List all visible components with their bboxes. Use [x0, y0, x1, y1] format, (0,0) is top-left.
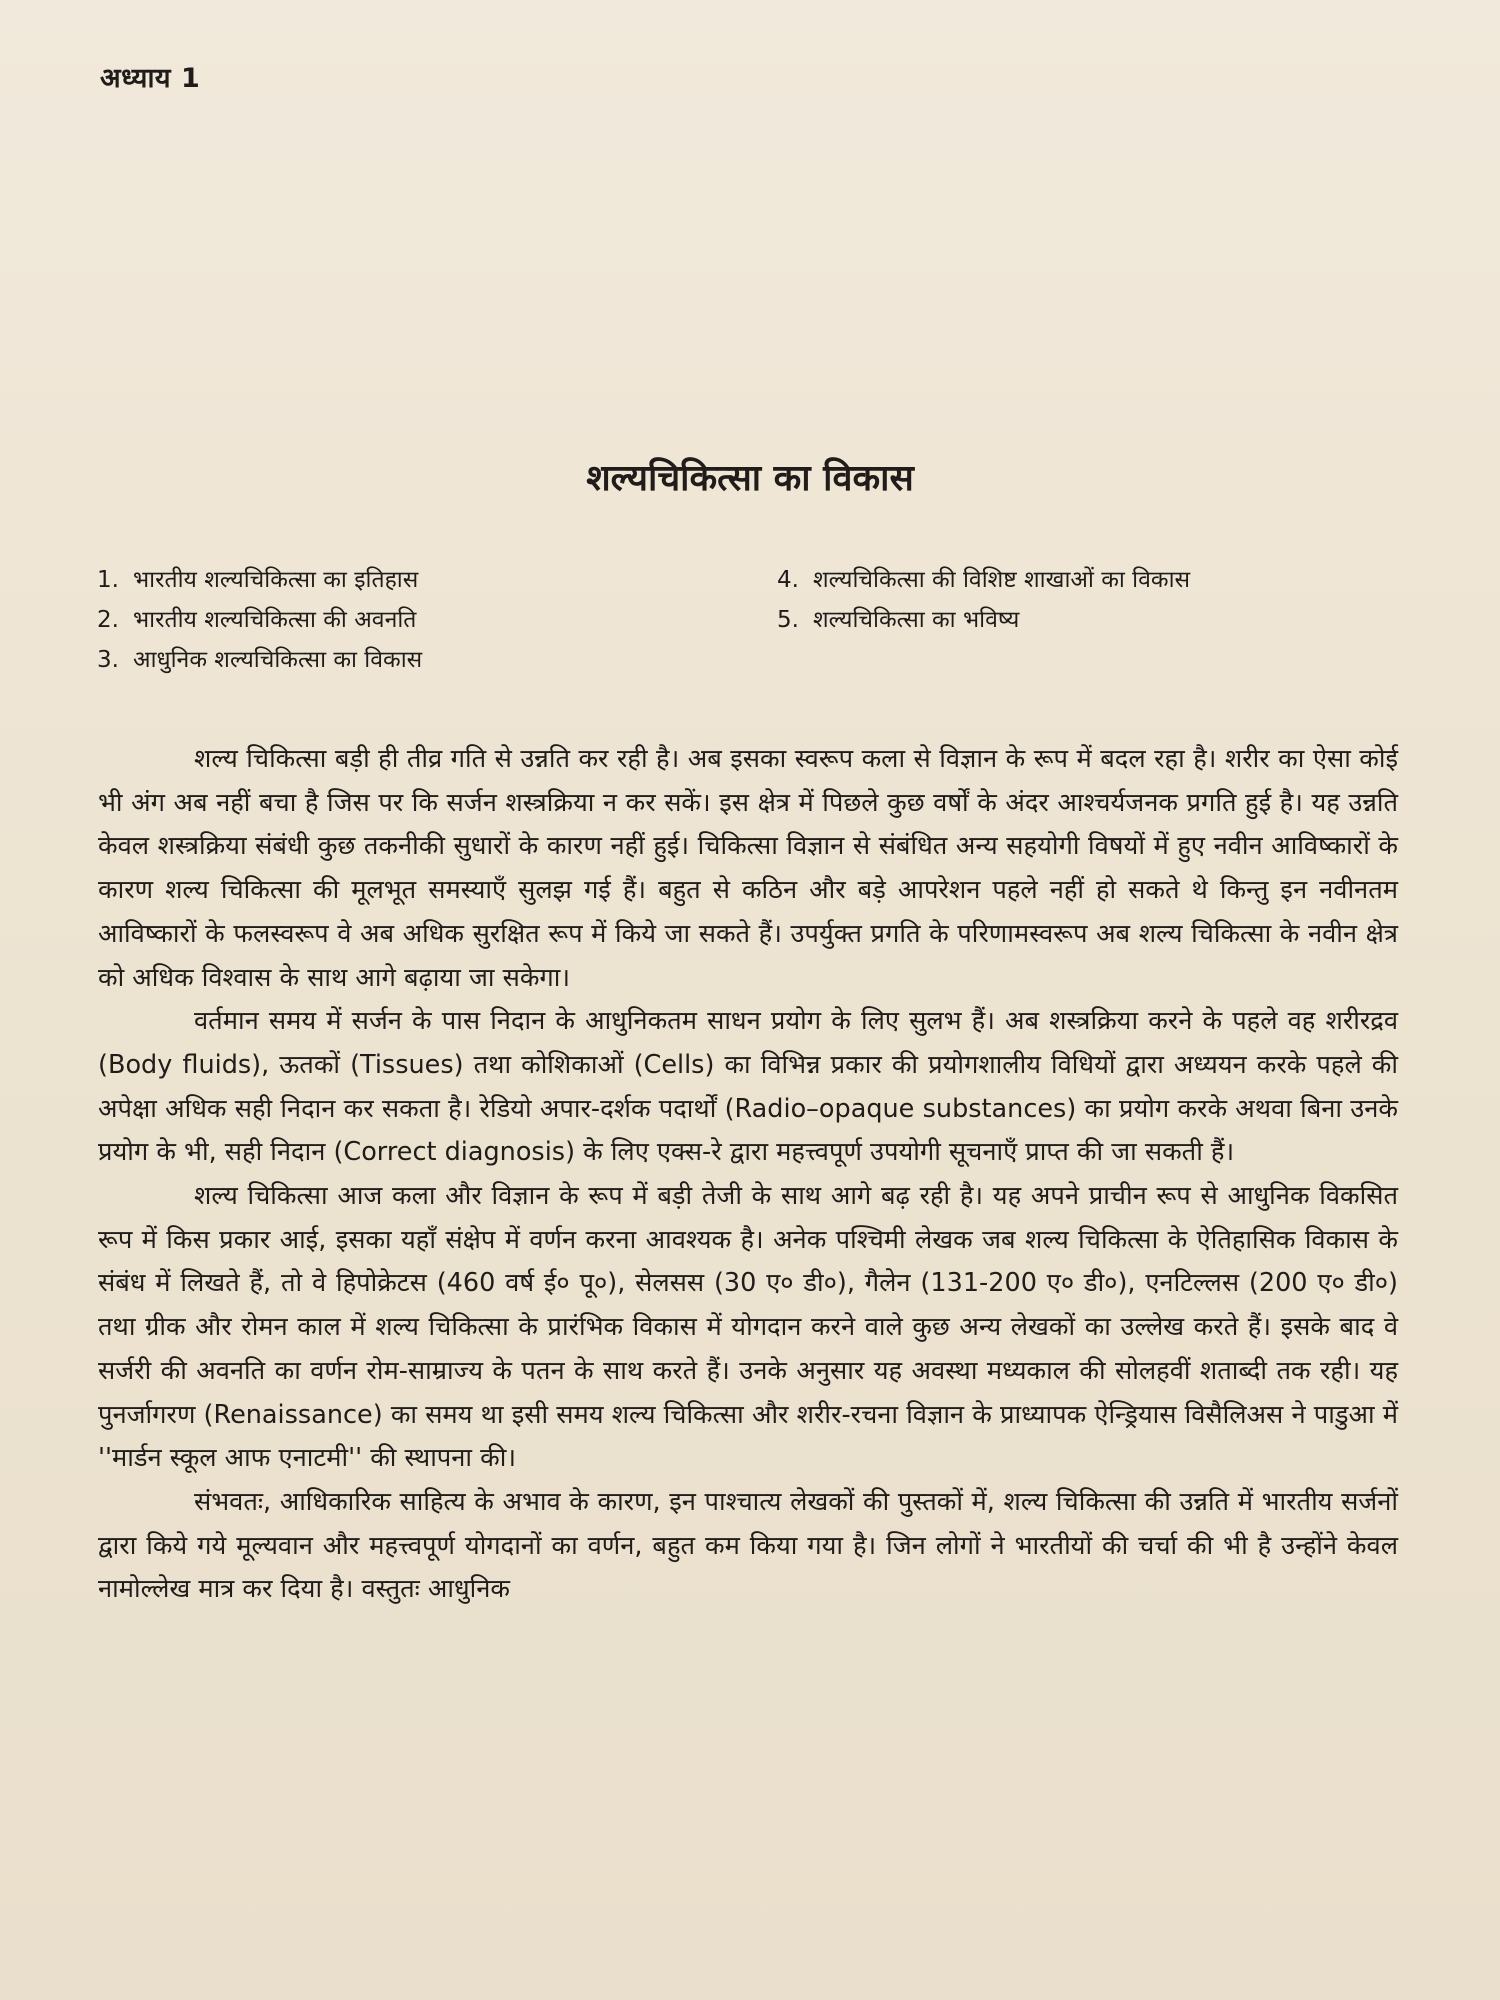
toc-item	[97, 600, 422, 640]
toc-item	[777, 600, 1190, 640]
paragraph-3: शल्य चिकित्सा आज कला और विज्ञान के रूप में बड़ी तेजी के साथ आगे बढ़ रही है। यह अपने प्राचीन रूप से आधुनिक विकसित रूप में किस प्रकार आई, इसका यहाँ संक्षेप में वर्णन करना आवश्यक है। अनेक पश्चिमी लेखक जब शल्य चिकित्सा के ऐतिहासिक विकास के संबंध में लिखते हैं, तो वे हिपोक्रेटस (460 वर्ष ई० पू०), सेलसस (30 ए० डी०), गैलेन (131-200 ए० डी०), एनटिल्लस (200 ए० डी०) तथा ग्रीक और रोमन काल में शल्य चिकित्सा के प्रारंभिक विकास में योगदान करने वाले कुछ अन्य लेखकों का उल्लेख करते हैं। इसके बाद वे सर्जरी की अवनति का वर्णन रोम-साम्राज्य के पतन के साथ करते हैं। उनके अनुसार यह अवस्था मध्यकाल की सोलहवीं शताब्दी तक रही। यह पुनर्जागरण (Renaissance) का समय था इसी समय शल्य चिकित्सा और शरीर-रचना विज्ञान के प्राध्यापक ऐन्ड्रियास विसैलिअस ने पाडुआ में ''मार्डन स्कूल आफ एनाटमी'' की स्थापना की।	[98, 1181, 1398, 1474]
paragraph-4: संभवतः, आधिकारिक साहित्य के अभाव के कारण, इन पाश्चात्य लेखकों की पुस्तकों में, शल्य चिकित्सा की उन्नति में भारतीय सर्जनों द्वारा किये गये मूल्यवान और महत्त्वपूर्ण योगदानों का वर्णन, बहुत कम किया गया है। जिन लोगों ने भारतीयों की चर्चा की भी है उन्होंने केवल नामोल्लेख मात्र कर दिया है। वस्तुतः आधुनिक	[98, 1486, 1398, 1605]
toc-item-text: आधुनिक शल्यचिकित्सा का विकास	[132, 647, 423, 673]
chapter-label: अध्याय 1	[100, 63, 201, 94]
toc-item-text: शल्यचिकित्सा की विशिष्ट शाखाओं का विकास	[812, 567, 1191, 593]
body-text	[98, 738, 1398, 1612]
toc-item-text: शल्यचिकित्सा का भविष्य	[812, 607, 1020, 633]
toc-item-number: 1.	[97, 567, 119, 593]
toc-left-column	[97, 560, 422, 680]
paragraph-2: वर्तमान समय में सर्जन के पास निदान के आधुनिकतम साधन प्रयोग के लिए सुलभ हैं। अब शस्त्रक्रिया करने के पहले वह शरीरद्रव (Body fluids), ऊतकों (Tissues) तथा कोशिकाओं (Cells) का विभिन्न प्रकार की प्रयोगशालीय विधियों द्वारा अध्ययन करके पहले की अपेक्षा अधिक सही निदान कर सकता है। रेडियो अपार-दर्शक पदार्थों (Radio–opaque substances) का प्रयोग करके अथवा बिना उनके प्रयोग के भी, सही निदान (Correct diagnosis) के लिए एक्स-रे द्वारा महत्त्वपूर्ण उपयोगी सूचनाएँ प्राप्त की जा सकती हैं।	[98, 1006, 1398, 1168]
toc-item	[97, 640, 422, 680]
toc-item-number: 2.	[97, 607, 119, 633]
paragraph-1: शल्य चिकित्सा बड़ी ही तीव्र गति से उन्नति कर रही है। अब इसका स्वरूप कला से विज्ञान के रूप में बदल रहा है। शरीर का ऐसा कोई भी अंग अब नहीं बचा है जिस पर कि सर्जन शस्त्रक्रिया न कर सकें। इस क्षेत्र में पिछले कुछ वर्षों के अंदर आश्चर्यजनक प्रगति हुई है। यह उन्नति केवल शस्त्रक्रिया संबंधी कुछ तकनीकी सुधारों के कारण नहीं हुई। चिकित्सा विज्ञान से संबंधित अन्य सहयोगी विषयों में हुए नवीन आविष्कारों के कारण शल्य चिकित्सा की मूलभूत समस्याएँ सुलझ गई हैं। बहुत से कठिन और बड़े आपरेशन पहले नहीं हो सकते थे किन्तु इन नवीनतम आविष्कारों के फलस्वरूप वे अब अधिक सुरक्षित रूप में किये जा सकते हैं। उपर्युक्त प्रगति के परिणामस्वरूप अब शल्य चिकित्सा के नवीन क्षेत्र को अधिक विश्वास के साथ आगे बढ़ाया जा सकेगा।	[98, 744, 1398, 993]
toc-item-text: भारतीय शल्यचिकित्सा की अवनति	[132, 607, 417, 633]
toc-item	[777, 560, 1190, 600]
chapter-title: शल्यचिकित्सा का विकास	[586, 458, 914, 499]
toc-right-column	[777, 560, 1190, 640]
toc-item	[97, 560, 422, 600]
toc-item-number: 3.	[97, 647, 119, 673]
toc-item-number: 4.	[777, 567, 799, 593]
toc-item-number: 5.	[777, 607, 799, 633]
toc-item-text: भारतीय शल्यचिकित्सा का इतिहास	[132, 567, 419, 593]
